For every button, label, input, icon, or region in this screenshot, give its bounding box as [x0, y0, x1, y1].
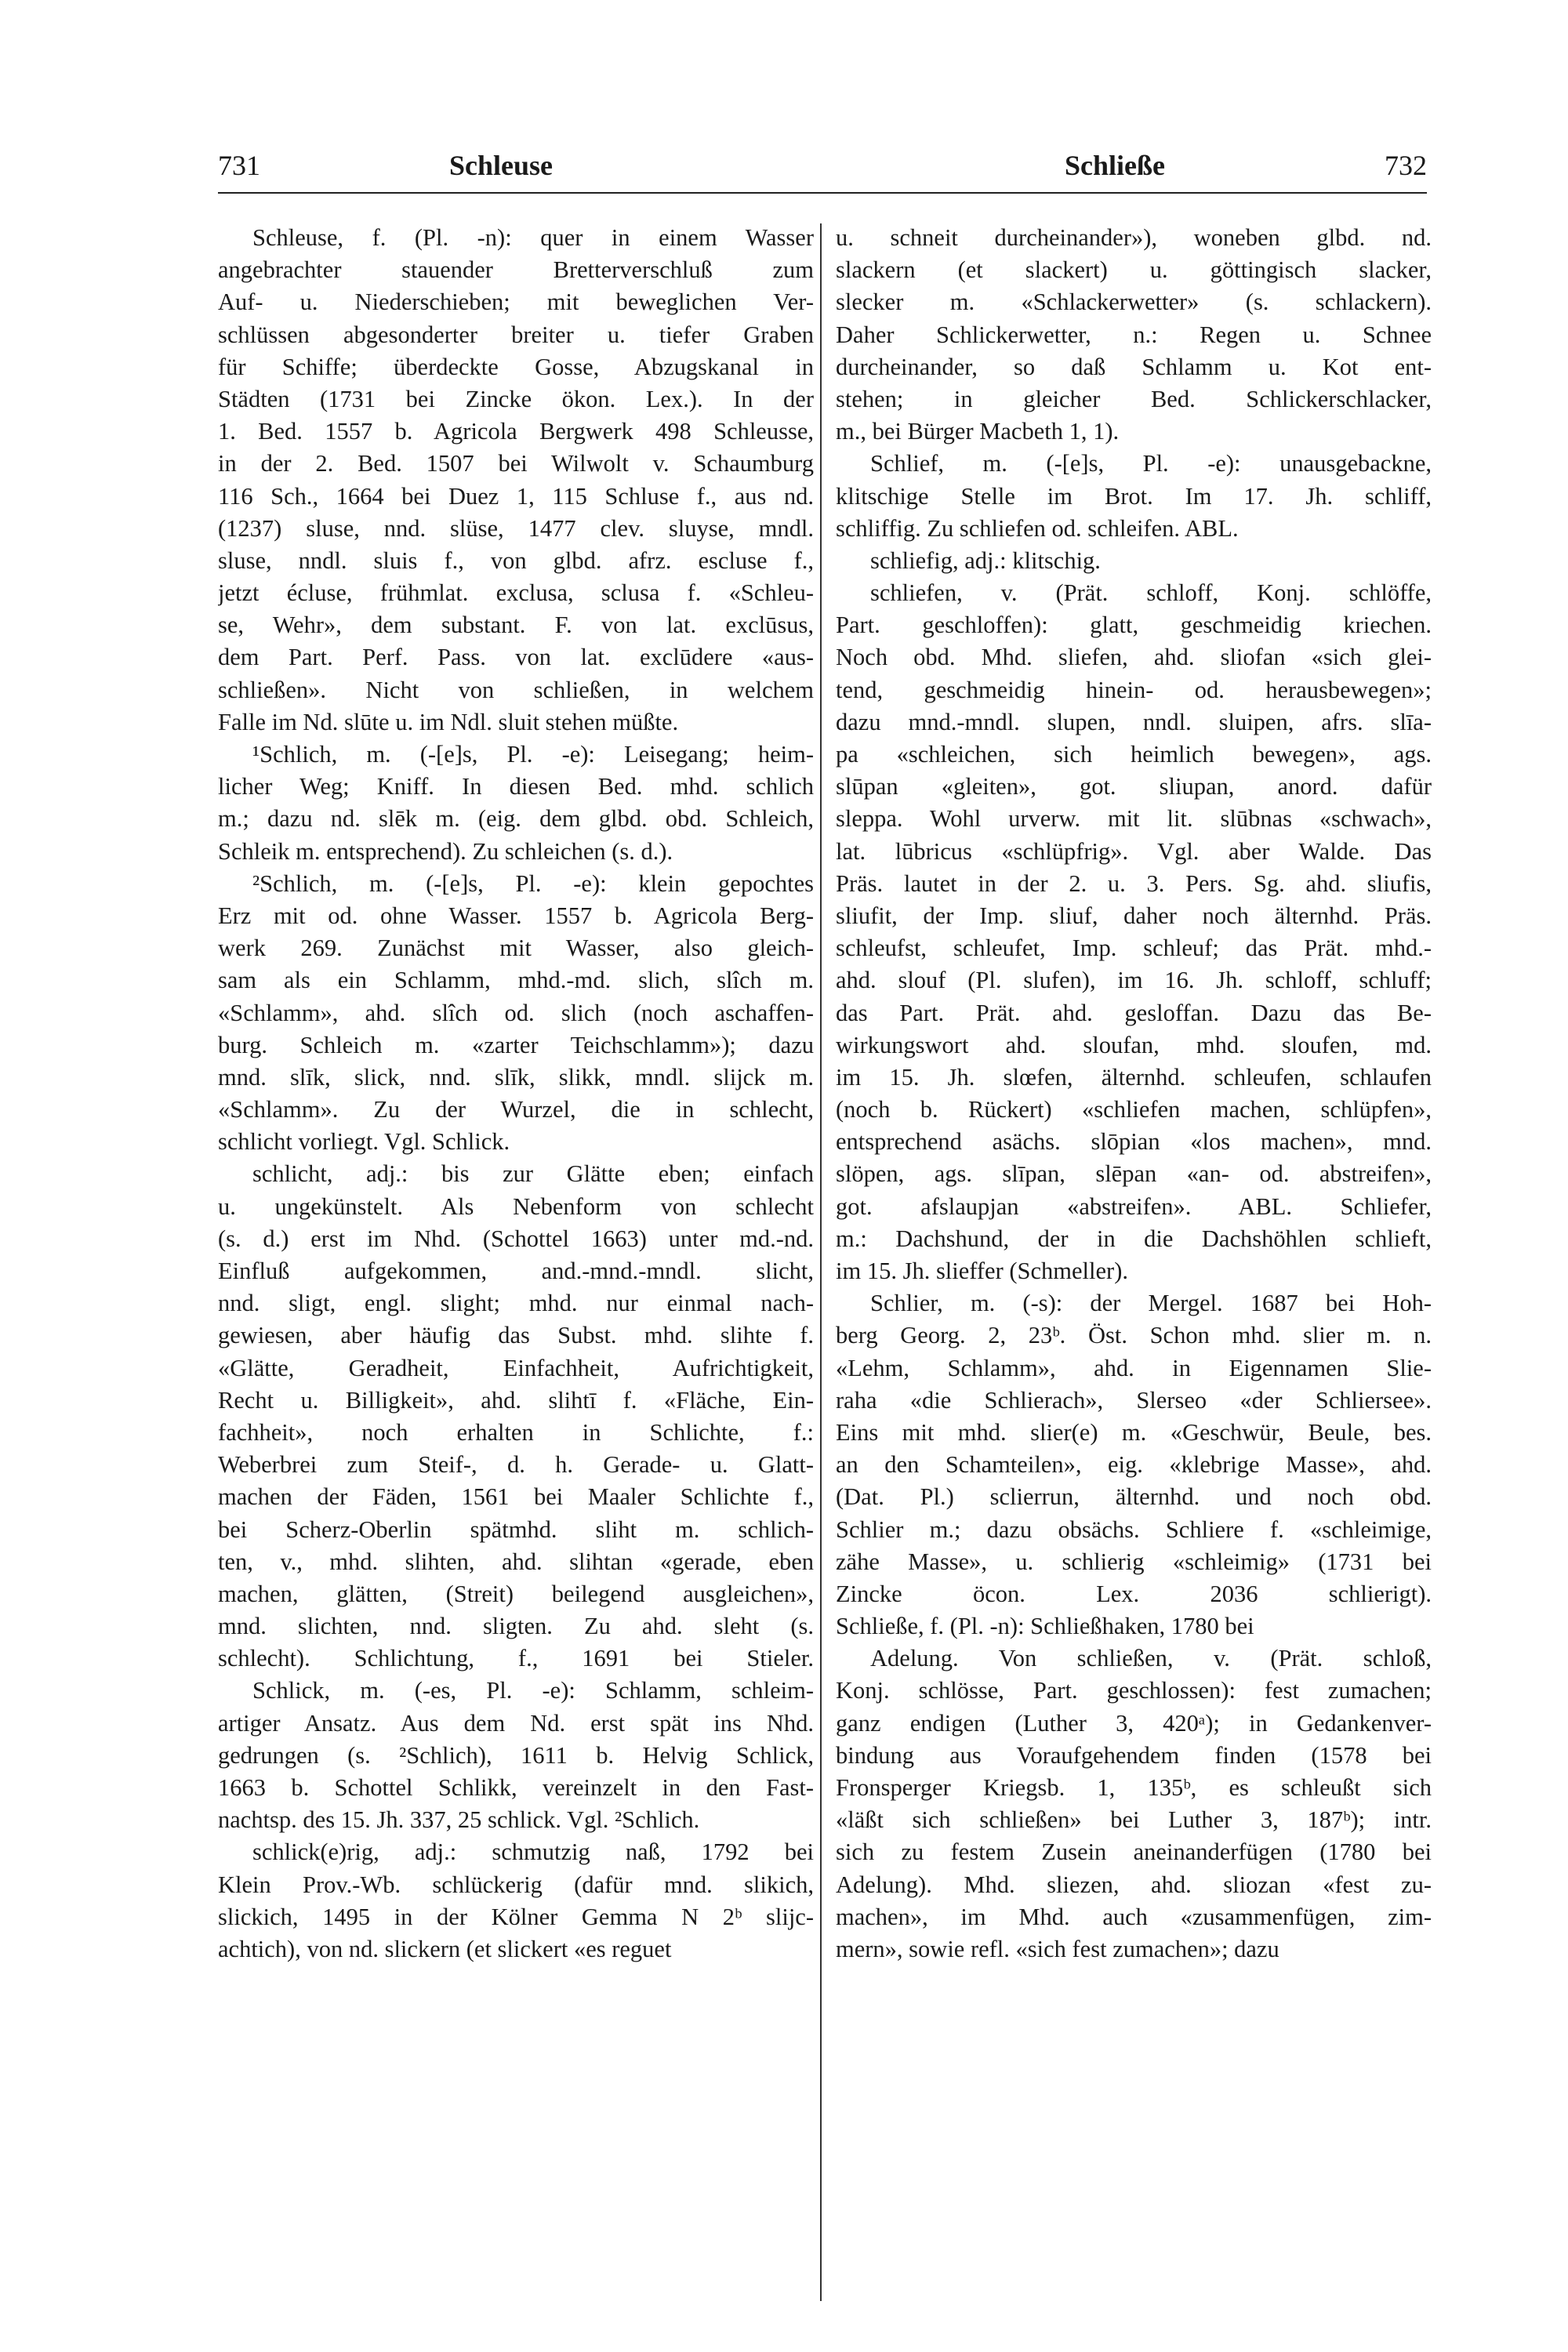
- text-line: (s. d.) erst im Nhd. (Schottel 1663) unter md.-nd.: [218, 1225, 814, 1252]
- text-line: machen der Fäden, 1561 bei Maaler Schlichte f.,: [218, 1483, 814, 1511]
- headword-right: Schließe: [1065, 150, 1166, 181]
- text-line: mnd. slichten, nnd. sligten. Zu ahd. sleht (s.: [218, 1613, 814, 1640]
- text-line: bindung aus Voraufgehendem finden (1578 bei: [836, 1741, 1432, 1769]
- text-line: ahd. slouf (Pl. slufen), im 16. Jh. schloff, schluff;: [836, 967, 1432, 994]
- text-line: im 15. Jh. slœfen, älternhd. schleufen, schlaufen: [836, 1063, 1432, 1091]
- text-line: fachheit», noch erhalten in Schlichte, f.:: [218, 1418, 814, 1446]
- text-line: achtich), von nd. slickern (et slickert «es reguet: [218, 1935, 672, 1962]
- page-number-left: 731: [218, 150, 260, 181]
- text-line: artiger Ansatz. Aus dem Nd. erst spät ins Nhd.: [218, 1709, 814, 1737]
- text-line: zähe Masse», u. schlierig «schleimig» (1731 bei: [836, 1548, 1432, 1575]
- text-line: (1237) sluse, nnd. slüse, 1477 clev. sluyse, mndl.: [218, 514, 814, 542]
- text-line: nachtsp. des 15. Jh. 337, 25 schlick. Vgl. ²Schlich.: [218, 1806, 700, 1834]
- text-line: jetzt écluse, frühmlat. exclusa, sclusa f. «Schleu-: [218, 579, 814, 607]
- text-line: werk 269. Zunächst mit Wasser, also gleich-: [218, 935, 814, 962]
- running-header: [218, 149, 1427, 188]
- text-line: Eins mit mhd. slier(e) m. «Geschwür, Beule, bes.: [836, 1418, 1432, 1446]
- text-line: «Schlamm», ahd. slîch od. slich (noch aschaffen-: [218, 999, 814, 1026]
- text-line: Recht u. Billigkeit», ahd. slihtī f. «Fläche, Ein-: [218, 1386, 814, 1414]
- text-line: schließen». Nicht von schließen, in welchem: [218, 676, 814, 703]
- text-line: im 15. Jh. slieffer (Schmeller).: [836, 1258, 1128, 1284]
- text-line: Weberbrei zum Steif-, d. h. Gerade- u. Glatt-: [218, 1451, 814, 1479]
- text-line: machen», im Mhd. auch «zusammenfügen, zim-: [836, 1903, 1432, 1930]
- text-line: sluse, nndl. sluis f., von glbd. afrz. escluse f.,: [218, 546, 814, 574]
- text-line: dazu mnd.-mndl. slupen, nndl. sluipen, afrs. slīa-: [836, 708, 1432, 735]
- text-line: 1663 b. Schottel Schlikk, vereinzelt in den Fast-: [218, 1774, 814, 1801]
- text-line: Schließe, f. (Pl. -n): Schließhaken, 1780 bei: [836, 1613, 1254, 1640]
- text-line: licher Weg; Kniff. In diesen Bed. mhd. schlich: [218, 773, 814, 800]
- text-line: slecker m. «Schlackerwetter» (s. schlackern).: [836, 289, 1432, 316]
- text-line: Zincke öcon. Lex. 2036 schlierigt).: [836, 1580, 1432, 1607]
- text-line: Noch obd. Mhd. sliefen, ahd. sliofan «sich glei-: [836, 644, 1432, 671]
- text-line: m.: Dachshund, der in die Dachshöhlen schlieft,: [836, 1225, 1432, 1252]
- text-line: Schlier m.; dazu obsächs. Schliere f. «schleimige,: [836, 1515, 1432, 1543]
- text-line: schleufst, schleufet, Imp. schleuf; das Prät. mhd.-: [836, 935, 1432, 962]
- column-divider: [820, 223, 822, 2301]
- text-line: gedrungen (s. ²Schlich), 1611 b. Helvig Schlick,: [218, 1741, 814, 1769]
- text-line: m.; dazu nd. slēk m. (eig. dem glbd. obd. Schleich,: [218, 805, 814, 833]
- left-column: [218, 222, 814, 2307]
- text-line: (Dat. Pl.) sclierrun, älternhd. und noch obd.: [836, 1483, 1432, 1511]
- text-line: schlüssen abgesonderter breiter u. tiefer Graben: [218, 321, 814, 348]
- text-line: wirkungswort ahd. sloufan, mhd. sloufen, md.: [836, 1031, 1432, 1058]
- text-line: slūpan «gleiten», got. sliupan, anord. dafür: [836, 773, 1432, 800]
- text-line: Part. geschloffen): glatt, geschmeidig kriechen.: [836, 612, 1432, 639]
- text-line: schlick(e)rig, adj.: schmutzig naß, 1792 bei: [252, 1838, 814, 1866]
- text-line: machen, glätten, (Streit) beilegend ausgleichen»,: [218, 1580, 814, 1607]
- text-line: 116 Sch., 1664 bei Duez 1, 115 Schluse f., aus nd.: [218, 482, 814, 510]
- text-line: 1. Bed. 1557 b. Agricola Bergwerk 498 Schleusse,: [218, 418, 814, 445]
- text-line: bei Scherz-Oberlin spätmhd. sliht m. schlich-: [218, 1515, 814, 1543]
- header-rule: [218, 192, 1427, 194]
- text-line: got. afslaupjan «abstreifen». ABL. Schliefer,: [836, 1192, 1432, 1220]
- text-line: schliefig, adj.: klitschig.: [870, 546, 1101, 574]
- text-line: Erz mit od. ohne Wasser. 1557 b. Agricola Berg-: [218, 902, 814, 929]
- text-line: (noch b. Rückert) «schliefen machen, schlüpfen»,: [836, 1096, 1432, 1123]
- text-line: sich zu festem Zusein aneinanderfügen (1780 bei: [836, 1838, 1432, 1866]
- text-line: Schlief, m. (-[e]s, Pl. -e): unausgebackne,: [870, 450, 1432, 477]
- headword-left: Schleuse: [449, 150, 554, 181]
- text-line: in der 2. Bed. 1507 bei Wilwolt v. Schaumburg: [218, 450, 814, 477]
- text-line: slickich, 1495 in der Kölner Gemma N 2ᵇ slijc-: [218, 1903, 814, 1930]
- text-line: für Schiffe; überdeckte Gosse, Abzugskanal in: [218, 353, 814, 380]
- text-line: Einfluß aufgekommen, and.-mnd.-mndl. slicht,: [218, 1258, 814, 1284]
- text-line: slackern (et slackert) u. göttingisch slacker,: [836, 256, 1432, 284]
- text-line: Städten (1731 bei Zincke ökon. Lex.). In der: [218, 385, 814, 412]
- text-line: ten, v., mhd. slihten, ahd. slihtan «gerade, eben: [218, 1548, 814, 1575]
- text-line: angebrachter stauender Bretterverschluß zum: [218, 256, 814, 284]
- text-line: tend, geschmeidig hinein- od. herausbewegen»;: [836, 676, 1432, 703]
- text-line: burg. Schleich m. «zarter Teichschlamm»); dazu: [218, 1031, 814, 1058]
- text-line: Falle im Nd. slūte u. im Ndl. sluit stehen müßte.: [218, 708, 679, 735]
- text-line: se, Wehr», dem substant. F. von lat. exclūsus,: [218, 612, 814, 639]
- text-line: schliefen, v. (Prät. schloff, Konj. schlöffe,: [870, 579, 1432, 607]
- text-line: Adelung. Von schließen, v. (Prät. schloß,: [870, 1645, 1432, 1672]
- text-line: Adelung). Mhd. sliezen, ahd. sliozan «fest zu-: [836, 1871, 1432, 1898]
- text-line: durcheinander, so daß Schlamm u. Kot ent-: [836, 353, 1432, 380]
- text-line: u. ungekünstelt. Als Nebenform von schlecht: [218, 1192, 814, 1220]
- text-line: Fronsperger Kriegsb. 1, 135ᵇ, es schleußt sich: [836, 1774, 1432, 1801]
- text-line: Klein Prov.-Wb. schlückerig (dafür mnd. slikich,: [218, 1871, 814, 1898]
- text-line: ganz endigen (Luther 3, 420ᵃ); in Gedankenver-: [836, 1709, 1432, 1737]
- text-line: nnd. sligt, engl. slight; mhd. nur einmal nach-: [218, 1290, 814, 1317]
- text-line: Präs. lautet in der 2. u. 3. Pers. Sg. ahd. sliufis,: [836, 869, 1432, 897]
- text-line: sleppa. Wohl urverw. mit lit. slūbnas «schwach»,: [836, 805, 1432, 833]
- text-line: raha «die Schlierach», Slerseo «der Schliersee».: [836, 1386, 1432, 1414]
- page-number-right: 732: [1385, 150, 1427, 181]
- text-line: mern», sowie refl. «sich fest zumachen»; dazu: [836, 1935, 1279, 1962]
- text-line: Auf- u. Niederschieben; mit beweglichen Ver-: [218, 289, 814, 316]
- text-line: Daher Schlickerwetter, n.: Regen u. Schnee: [836, 321, 1432, 348]
- text-line: Schleik m. entsprechend). Zu schleichen (s. d.).: [218, 837, 673, 865]
- text-line: das Part. Prät. ahd. gesloffan. Dazu das Be-: [836, 999, 1432, 1026]
- text-line: schliffig. Zu schliefen od. schleifen. ABL.: [836, 514, 1239, 542]
- text-line: u. schneit durcheinander»), woneben glbd. nd.: [836, 224, 1432, 251]
- text-line: ²Schlich, m. (-[e]s, Pl. -e): klein gepochtes: [252, 869, 814, 897]
- text-line: klitschige Stelle im Brot. Im 17. Jh. schliff,: [836, 482, 1432, 510]
- text-line: Konj. schlösse, Part. geschlossen): fest zumachen;: [836, 1677, 1432, 1704]
- text-line: m., bei Bürger Macbeth 1, 1).: [836, 418, 1120, 445]
- text-line: «Schlamm». Zu der Wurzel, die in schlecht,: [218, 1096, 814, 1123]
- text-line: sam als ein Schlamm, mhd.-md. slich, slîch m.: [218, 967, 814, 994]
- text-line: an den Schamteilen», eig. «klebrige Masse», ahd.: [836, 1451, 1432, 1479]
- text-line: dem Part. Perf. Pass. von lat. exclūdere «aus-: [218, 644, 814, 671]
- text-line: entsprechend asächs. slōpian «los machen», mnd.: [836, 1128, 1432, 1156]
- text-line: berg Georg. 2, 23ᵇ. Öst. Schon mhd. slier m. n.: [836, 1322, 1432, 1349]
- text-line: schlicht, adj.: bis zur Glätte eben; einfach: [252, 1160, 814, 1188]
- text-line: Schleuse, f. (Pl. -n): quer in einem Wasser: [252, 224, 814, 251]
- text-line: «Lehm, Schlamm», ahd. in Eigennamen Slie-: [836, 1354, 1432, 1381]
- text-line: pa «schleichen, sich heimlich bewegen», ags.: [836, 741, 1432, 768]
- text-line: slöpen, ags. slīpan, slēpan «an- od. abstreifen»,: [836, 1160, 1432, 1188]
- text-line: ¹Schlich, m. (-[e]s, Pl. -e): Leisegang; heim-: [252, 741, 814, 768]
- text-line: schlicht vorliegt. Vgl. Schlick.: [218, 1128, 510, 1156]
- text-line: lat. lūbricus «schlüpfrig». Vgl. aber Walde. Das: [836, 837, 1432, 865]
- text-line: «Glätte, Geradheit, Einfachheit, Aufrichtigkeit,: [218, 1354, 814, 1381]
- text-line: gewiesen, aber häufig das Subst. mhd. slihte f.: [218, 1322, 814, 1349]
- right-column: [836, 222, 1432, 2307]
- text-line: schlecht). Schlichtung, f., 1691 bei Stieler.: [218, 1645, 814, 1672]
- text-line: stehen; in gleicher Bed. Schlickerschlacker,: [836, 385, 1432, 412]
- text-line: sliufit, der Imp. sliuf, daher noch älternhd. Präs.: [836, 902, 1432, 929]
- text-line: «läßt sich schließen» bei Luther 3, 187ᵇ); intr.: [836, 1806, 1432, 1834]
- text-line: Schlick, m. (-es, Pl. -e): Schlamm, schleim-: [252, 1677, 814, 1704]
- text-line: mnd. slīk, slick, nnd. slīk, slikk, mndl. slijck m.: [218, 1063, 814, 1091]
- text-line: Schlier, m. (-s): der Mergel. 1687 bei Hoh-: [870, 1290, 1432, 1317]
